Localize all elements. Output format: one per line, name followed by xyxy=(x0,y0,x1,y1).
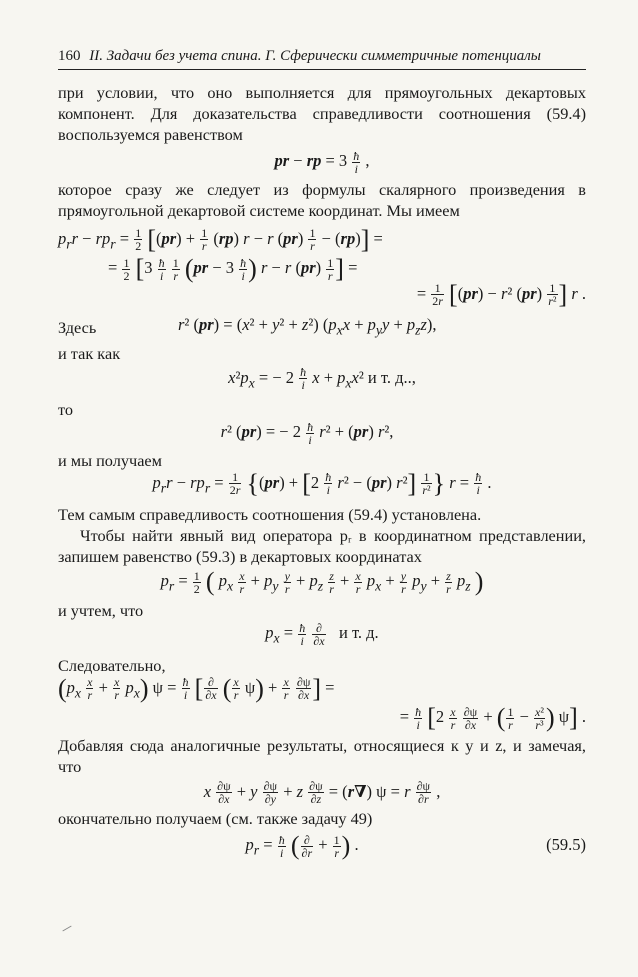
paragraph-5: Добавляя сюда аналогичные результаты, относящиеся к y и z, и замечая, что xyxy=(58,735,586,776)
pencil-mark xyxy=(62,926,71,932)
equation-row-zdes: Здесь r² (pr) = (x² + y² + z²) $(p_xx + p_yy + p_zz)$, xyxy=(58,315,437,338)
equation-block-2: ($p_x$ $\frac{x}{r}$ + $\frac{x}{r}$ $p_x$) ψ = $\frac{ħ}{i}$ [ ∂ ∂x ( $\frac{x}{r}$ ψ) + $\frac{x}{r}$ $\frac{\partial\psi}{\partial x}$ ] = = $\frac{ħ}{i}$ [2 $\frac{x}{r}$ $\frac{\partial\psi}{\partial x}$ + ( $\frac{1}{r}$ − $\frac{\text{x²}}{\text{r³}}$ ) ψ] . xyxy=(58,673,586,733)
label-to: то xyxy=(58,400,74,420)
page-number: 160 xyxy=(58,48,81,64)
equation-commutator: pr − rp = 3 $\frac{ħ}{i}$ , xyxy=(274,148,370,176)
equation-r-nabla: x $\frac{\partial\psi}{\partial x}$ + y $\frac{\partial\psi}{\partial y}$ + z $\frac{\partial\psi}{\partial z}$ = (r∇) ψ = r $\frac{\partial\psi}{\partial r}$ , xyxy=(203,779,441,807)
paragraph-6: окончательно получаем (см. также задачу 49) xyxy=(58,809,373,829)
equation-row-to: то r² (pr) = − 2 $\frac{ħ}{i}$ r² + (pr) r², xyxy=(58,399,586,446)
equation-pr-cartesian: $p_r$ = $\frac{1}{2}$ ( $p_x$ $\frac{x}{r}$ + $p_y$ $\frac{y}{r}$ + $p_z$ $\frac{z}{r}$ + $\frac{x}{r}$ $p_x$ + $\frac{y}{r}$ $p_y$ + $\frac{z}{r}$ $p_z$ ) xyxy=(160,567,484,597)
label-i-my: и мы получаем xyxy=(58,450,162,470)
equation-row-i-uchtem: и учтем, что $p_x$ = $\frac{ħ}{i}$ ∂ ∂x и т. д. xyxy=(58,600,586,650)
paragraph-3: Тем самым справедливость соотношения (59.4) установлена. xyxy=(58,505,482,525)
running-header xyxy=(58,48,586,70)
paragraph-1: при условии, что оно выполняется для прямоугольных декартовых компонент. Для доказательства справедливости соотношения (59.4) воспользуемся равенством xyxy=(58,83,586,144)
label-i-uchtem: и учтем, что xyxy=(58,601,144,621)
equation-59-5: (59.5) $p_r$ = $\frac{ħ}{i}$ ( ∂ ∂r + $\frac{1}{r}$ ) . xyxy=(245,831,586,861)
equation-row-i-tak-kak: и так как $x^2p_x$ = − 2 $\frac{ħ}{i}$ $x + p_xx^2$ и т. д.., xyxy=(58,343,586,395)
equation-row-i-my: и мы получаем $p_rr - rp_r$ = $\frac{1}{2r}$ {(pr) + [2 $\frac{ħ}{i}$ r² − (pr) r²] $\frac{1}{\text{r²}}$ } r = $\frac{ħ}{i}$ . xyxy=(58,450,586,500)
label-i-tak-kak: и так как xyxy=(58,343,121,363)
equation-number: (59.5) xyxy=(546,835,586,855)
header-title: II. Задачи без учета спина. Г. Сферически симметричные потенциалы xyxy=(89,48,541,64)
label-zdes: Здесь xyxy=(58,318,97,338)
label-sledovatelno: Следовательно, xyxy=(58,655,166,675)
paragraph-4: Чтобы найти явный вид оператора pᵣ в координатном представлении, запишем равенство (59.3) в декартовых координатах xyxy=(58,526,586,567)
paragraph-2: которое сразу же следует из формулы скалярного произведения в прямоугольной декартовой системе координат. Мы имеем xyxy=(58,179,586,220)
text-i-t-d-2: и т. д. xyxy=(338,623,379,643)
text-i-t-d-1: и т. д. xyxy=(367,367,408,387)
equation-block-1: $p_rr - rp_r$ = $\frac{1}{2}$ [(pr) + $\frac{1}{r}$ (rp) r − r (pr) $\frac{1}{r}$ − (rp)] = = $\frac{1}{2}$ [3 $\frac{ħ}{i}$ $\frac{1}{r}$ (pr − 3 $\frac{ħ}{i}$ ) r − r (pr) $\frac{1}{r}$ ] = = $\frac{1}{2r}$ [(pr) − r² (pr) $\frac{1}{\text{r²}}$ ] r . xyxy=(58,224,586,309)
book-page xyxy=(58,48,586,863)
